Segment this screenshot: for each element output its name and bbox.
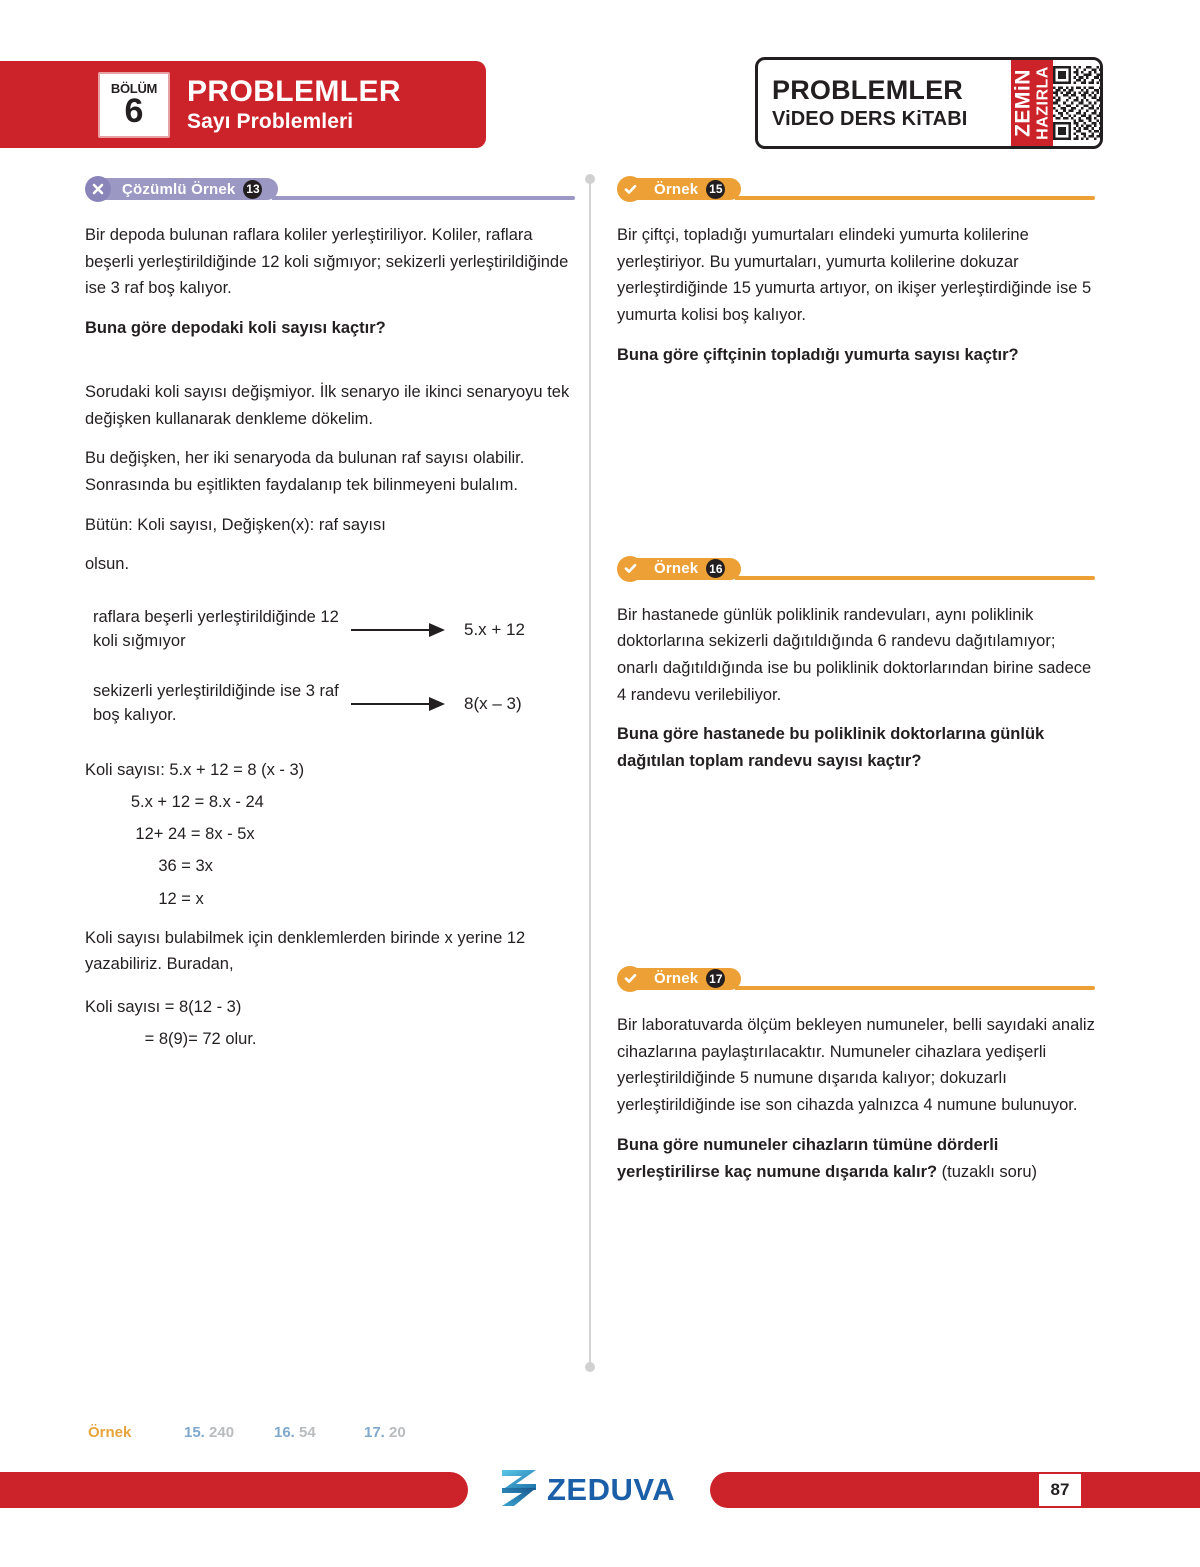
video-badge-subtitle: ViDEO DERS KiTABI — [772, 108, 968, 130]
answer-key-item: 16. 54 — [274, 1424, 316, 1441]
arrow-right-icon — [351, 623, 456, 637]
example-tab — [634, 178, 741, 200]
answer-key — [88, 1424, 454, 1441]
conclusion-result: = 8(9)= 72 olur. — [85, 1030, 257, 1049]
mapping-row — [93, 606, 575, 654]
header-titles — [187, 76, 401, 134]
chapter-header-bar — [0, 61, 486, 148]
right-column — [617, 176, 1095, 1198]
equation-step: Koli sayısı: 5.x + 12 = 8 (x - 3) — [85, 760, 305, 779]
divider-dot-bottom — [585, 1362, 595, 1372]
example-body: Bir çiftçi, topladığı yumurtaları elindeki yumurta kolilerine yerleştiriyor. Bu yumurtaları, yumurta kolilerine dokuzar yerleştirdiğinde 15 yumurta artıyor, on ikişer yerleştirdiğinde ise 5 yumurta kolisi boş kalıyor. — [617, 226, 1092, 325]
arrow-right-icon — [351, 697, 456, 711]
example-label: Örnek — [654, 970, 699, 988]
zeduva-logo-icon — [500, 1468, 538, 1513]
example-number: 17 — [706, 969, 725, 988]
question-prompt: Buna göre depodaki koli sayısı kaçtır? — [85, 319, 386, 338]
brand-logo — [500, 1468, 675, 1512]
mapping-expression: 8(x – 3) — [464, 693, 522, 713]
conclusion-paragraph: Koli sayısı bulabilmek için denklemlerden birinde x yerine 12 yazabiliriz. Buradan, — [85, 928, 526, 974]
example-underline — [735, 986, 1095, 990]
example-prompt: Buna göre çiftçinin topladığı yumurta sayısı kaçtır? — [617, 345, 1019, 364]
solution-paragraph-4: olsun. — [85, 555, 130, 574]
spacer — [617, 382, 1095, 556]
x-mark-icon — [85, 176, 111, 202]
check-circle-icon — [617, 556, 643, 582]
example-label: Örnek — [654, 180, 699, 198]
example-prompt: Buna göre hastanede bu poliklinik doktorlarına günlük dağıtılan toplam randevu sayısı kaçtır? — [617, 725, 1045, 771]
solved-example-number: 13 — [243, 180, 262, 199]
spacer — [617, 788, 1095, 966]
equation-steps — [85, 754, 575, 915]
mapping-diagram — [93, 606, 575, 728]
divider-dot-top — [585, 174, 595, 184]
solved-example-tab — [102, 178, 278, 200]
equation-step: 36 = 3x — [85, 857, 213, 876]
chapter-label: BÖLÜM — [110, 80, 158, 96]
spacer — [85, 915, 575, 925]
equation-step: 12+ 24 = 8x - 5x — [85, 825, 255, 844]
equation-step: 12 = x — [85, 889, 204, 908]
chapter-number-box — [98, 72, 170, 138]
check-circle-icon — [617, 176, 643, 202]
column-divider — [589, 178, 591, 1368]
example-label: Örnek — [654, 560, 699, 578]
conclusion-equation: Koli sayısı = 8(12 - 3) — [85, 998, 242, 1017]
question-paragraph: Bir depoda bulunan raflara koliler yerleştiriliyor. Koliler, raflara beşerli yerleştirildiğinde 12 koli sığmıyor; sekizerli yerleştirildiğinde ise 3 raf boş kalıyor. — [85, 226, 569, 298]
mapping-condition-text: sekizerli yerleştirildiğinde ise 3 raf boş kalıyor. — [93, 682, 339, 724]
equation-step: 5.x + 12 = 8.x - 24 — [85, 793, 264, 812]
example-badge — [617, 176, 1095, 202]
solution-paragraph-1: Sorudaki koli sayısı değişmiyor. İlk senaryo ile ikinci senaryoyu tek değişken kullanarak denkleme dökelim. — [85, 382, 570, 428]
example-badge — [617, 966, 1095, 992]
check-circle-icon — [617, 966, 643, 992]
video-badge-brand-line2: HAZIRLA — [1034, 66, 1052, 140]
example-tab — [634, 558, 741, 580]
video-badge-title: PROBLEMLER — [772, 75, 963, 105]
example-body: Bir hastanede günlük poliklinik randevuları, aynı poliklinik doktorlarına sekizerli dağıtıldığında 6 randevu dağıtılamıyor; onarlı dağıtıldığında ise bu poliklinik doktorlarından birine sadece 4 randevu verilebiliyor. — [617, 605, 1092, 704]
answer-key-item: 17. 20 — [364, 1424, 406, 1441]
example-prompt-suffix: (tuzaklı soru) — [937, 1162, 1038, 1181]
brand-name: ZEDUVA — [547, 1472, 676, 1507]
example-number: 15 — [706, 180, 725, 199]
solved-example-underline — [272, 196, 575, 200]
spacer — [85, 355, 575, 379]
example-tab — [634, 968, 741, 990]
mapping-row — [93, 680, 575, 728]
example-badge — [617, 556, 1095, 582]
solution-paragraph-2: Bu değişken, her iki senaryoda da bulunan raf sayısı olabilir. Sonrasında bu eşitlikten faydalanıp tek bilinmeyeni bulalım. — [85, 449, 525, 495]
solved-example-badge — [85, 176, 575, 202]
mapping-expression: 5.x + 12 — [464, 620, 525, 640]
example-underline — [735, 576, 1095, 580]
example-underline — [735, 196, 1095, 200]
video-lesson-badge[interactable] — [755, 57, 1103, 149]
example-body: Bir laboratuvarda ölçüm bekleyen numuneler, belli sayıdaki analiz cihazlarına paylaştırılacaktır. Numuneler cihazlara yedişerli yerleştirildiğinde 5 numune dışarıda kalıyor; dokuzarlı yerleştirildiğinde ise son cihazda yalnızca 4 numune bulunuyor. — [617, 1015, 1095, 1115]
left-column — [85, 176, 575, 1056]
answer-key-label: Örnek — [88, 1424, 132, 1441]
solved-example-label: Çözümlü Örnek — [122, 180, 236, 198]
footer-right-bar — [710, 1472, 1200, 1508]
video-badge-brand-strip — [1011, 60, 1053, 146]
footer-left-bar — [0, 1472, 468, 1508]
solution-variable-definition: Bütün: Koli sayısı, Değişken(x): raf sayısı — [85, 515, 386, 534]
page-number: 87 — [1039, 1474, 1081, 1506]
example-prompt: Buna göre numuneler cihazların tümüne dörderli yerleştirilirse kaç numune dışarıda kalır? (tuzaklı soru) — [617, 1135, 1038, 1181]
example-block — [617, 966, 1095, 1185]
answer-key-item: 15. 240 — [184, 1424, 235, 1441]
video-badge-titles — [758, 60, 1011, 146]
example-number: 16 — [706, 559, 725, 578]
mapping-condition-text: raflara beşerli yerleştirildiğinde 12 koli sığmıyor — [93, 608, 339, 651]
page-subtitle: Sayı Problemleri — [187, 110, 354, 134]
page-title: PROBLEMLER — [187, 74, 401, 108]
qr-code-icon[interactable] — [1053, 60, 1103, 146]
video-badge-brand-line1: ZEMiN — [1011, 69, 1035, 137]
chapter-number: 6 — [124, 91, 144, 130]
example-block — [617, 556, 1095, 775]
example-block — [617, 176, 1095, 369]
